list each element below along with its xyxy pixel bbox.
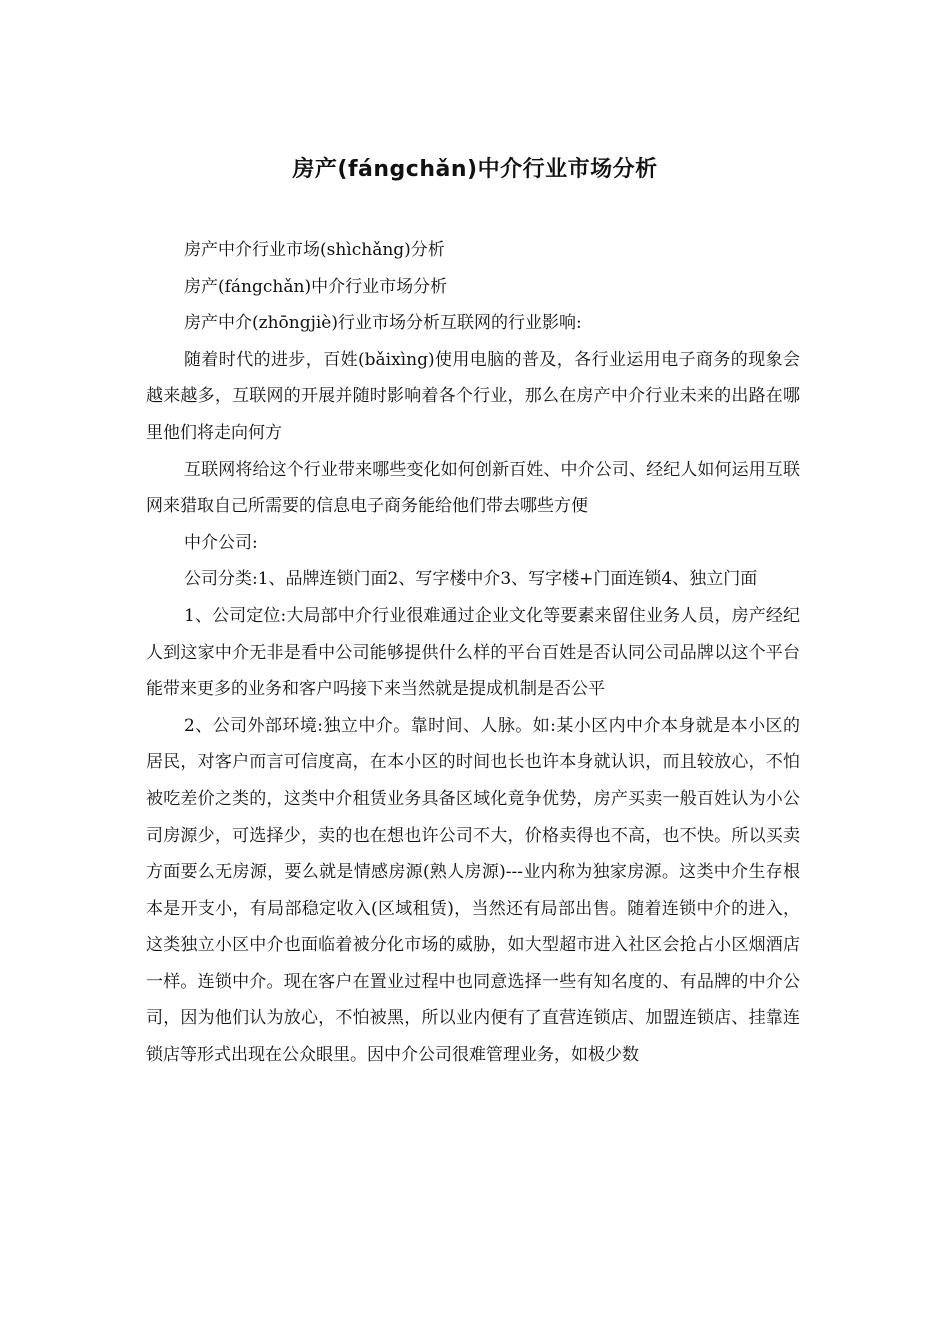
paragraph: 公司分类:1、品牌连锁门面2、写字楼中介3、写字楼+门面连锁4、独立门面 (184, 569, 758, 590)
document-title: 房产(fángchǎn)中介行业市场分析 (292, 157, 658, 182)
paragraph: 房产中介行业市场(shìchǎng)分析 (184, 240, 445, 260)
document-body (146, 232, 800, 1074)
paragraph: 互联网将给这个行业带来哪些变化如何创新百姓、中介公司、经纪人如何运用互联网来猎取自己所需要的信息电子商务能给他们带去哪些方便 (146, 459, 800, 517)
paragraph: 房产(fángchǎn)中介行业市场分析 (184, 276, 448, 297)
paragraph: 2、公司外部环境:独立中介。靠时间、人脉。如:某小区内中介本身就是本小区的居民，对客户而言可信度高，在本小区的时间也长也许本身就认识，而且较放心，不怕被吃差价之类的，这类中介租赁业务具备区域化竟争优势，房产买卖一般百姓认为小公司房源少，可选择少，卖的也在想也许公司不大，价格卖得也不高，也不快。所以买卖方面要么无房源，要么就是情感房源(熟人房源)---业内称为独家房源。这类中介生存根本是开支小，有局部稳定收入(区域租赁)，当然还有局部出售。随着连锁中介的进入，这类独立小区中介也面临着被分化市场的威胁，如大型超市进入社区会抢占小区烟酒店一样。连锁中介。现在客户在置业过程中也同意选择一些有知名度的、有品牌的中介公司，因为他们认为放心，不怕被黑，所以业内便有了直营连锁店、加盟连锁店、挂靠连锁店等形式出现在公众眼里。因中介公司很难管理业务，如极少数 (146, 715, 800, 1066)
paragraph: 1、公司定位:大局部中介行业很难通过企业文化等要素来留住业务人员，房产经纪人到这家中介无非是看中公司能够提供什么样的平台百姓是否认同公司品牌以这个平台能带来更多的业务和客户吗接下来当然就是提成机制是否公平 (146, 605, 800, 700)
paragraph: 房产中介(zhōngjiè)行业市场分析互联网的行业影响: (184, 313, 582, 334)
paragraph: 中介公司: (184, 532, 258, 553)
paragraph: 随着时代的进步，百姓(bǎixìng)使用电脑的普及，各行业运用电子商务的现象会越来越多，互联网的开展并随时影响着各个行业，那么在房产中介行业未来的出路在哪里他们将走向何方 (146, 349, 800, 443)
